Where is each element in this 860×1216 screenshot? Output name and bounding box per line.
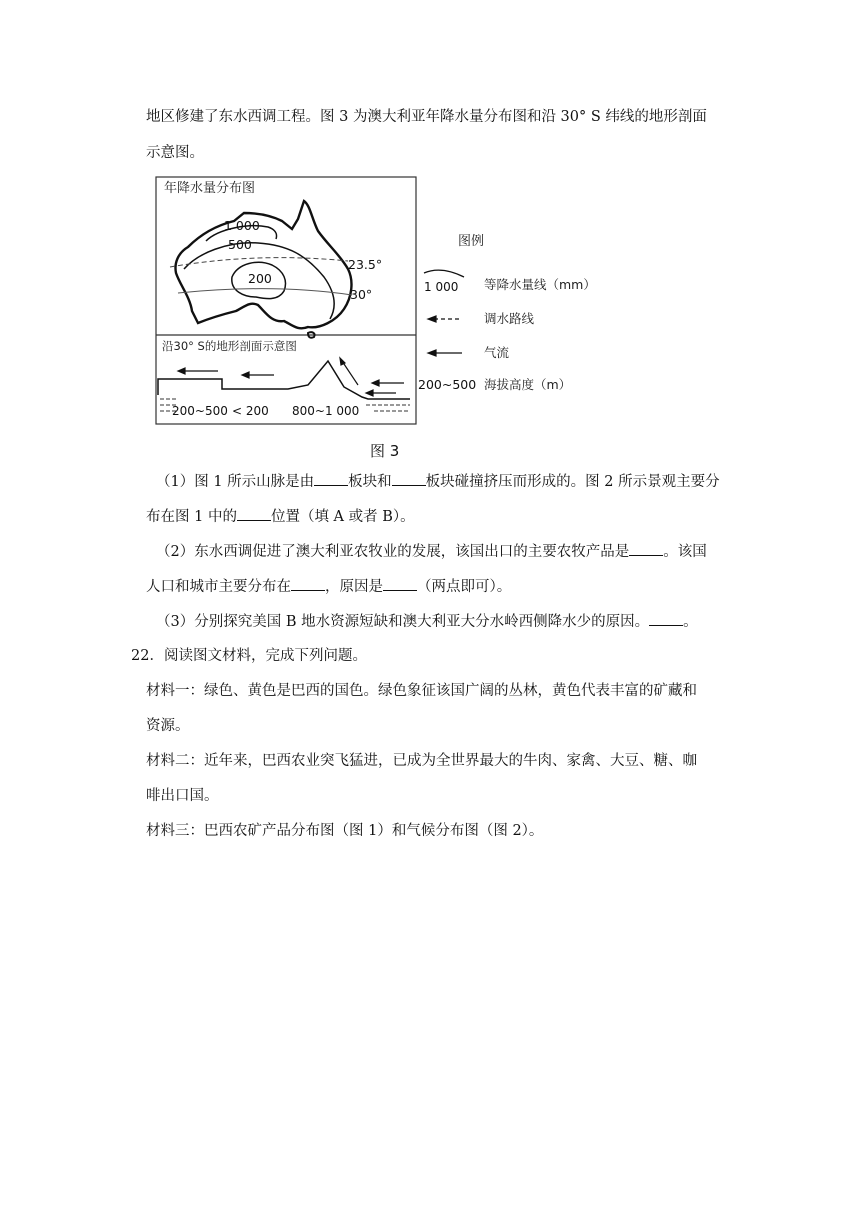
legend-altitude-value: 200~500 (418, 377, 477, 392)
figure-frame (156, 177, 416, 424)
profile-label-center: < 200 (232, 404, 269, 418)
profile-label-east: 800~1 000 (292, 404, 360, 418)
lat-label-23-5: 23.5° (348, 257, 383, 272)
legend-isoline-label: 等降水量线（mm） (484, 277, 596, 292)
legend-isoline-value: 1 000 (424, 280, 459, 294)
question-1-line-2: 布在图 1 中的 位置（填 A 或者 B）。 (146, 506, 415, 527)
lat-label-30: 30° (350, 287, 373, 302)
answer-blank[interactable] (629, 541, 663, 556)
answer-blank[interactable] (291, 576, 325, 591)
legend-route-sample (428, 316, 460, 322)
question-1-line-1: （1）图 1 所示山脉是由 板块和 板块碰撞挤压而形成的。图 2 所示景观主要分 (156, 471, 720, 492)
isoline-label-500: 500 (228, 237, 252, 252)
question-3: （3）分别探究美国 B 地水资源短缺和澳大利亚大分水岭西侧降水少的原因。 。 (156, 611, 698, 632)
legend-altitude-label: 海拔高度（m） (484, 377, 572, 392)
answer-blank[interactable] (383, 576, 417, 591)
legend-route-label: 调水路线 (484, 311, 535, 326)
isoline-label-200: 200 (248, 271, 272, 286)
map-title: 年降水量分布图 (164, 181, 256, 196)
question-2-line-1: （2）东水西调促进了澳大利亚农牧业的发展，该国出口的主要农牧产品是 。该国 (156, 541, 707, 562)
isoline-label-1000: 1 000 (224, 218, 260, 233)
question-22: 22．阅读图文材料，完成下列问题。 (131, 648, 367, 664)
figure-3 (148, 173, 626, 463)
australia-outline (176, 201, 352, 328)
material-2-line-1: 材料二：近年来，巴西农业突飞猛进，已成为全世界最大的牛肉、家禽、大豆、糖、咖 (146, 753, 697, 769)
answer-blank[interactable] (392, 471, 426, 486)
airflow-arrows (178, 358, 404, 396)
lat-30-line (178, 289, 352, 295)
figure-3-drawing (148, 173, 626, 463)
legend-isoline-sample (424, 270, 464, 277)
answer-blank[interactable] (649, 611, 683, 626)
material-1-line-1: 材料一：绿色、黄色是巴西的国色。绿色象征该国广阔的丛林，黄色代表丰富的矿藏和 (146, 683, 697, 699)
material-3: 材料三：巴西农矿产品分布图（图 1）和气候分布图（图 2）。 (146, 823, 544, 839)
material-1-line-2: 资源。 (146, 718, 190, 734)
legend-airflow-label: 气流 (484, 345, 510, 360)
intro-line-2: 示意图。 (146, 145, 204, 161)
profile-label-west: 200~500 (172, 404, 228, 418)
material-2-line-2: 啡出口国。 (146, 788, 219, 804)
legend-title: 图例 (458, 234, 485, 249)
question-2-line-2: 人口和城市主要分布在 ，原因是 （两点即可）。 (146, 576, 511, 597)
answer-blank[interactable] (237, 506, 271, 521)
answer-blank[interactable] (314, 471, 348, 486)
legend-airflow-sample (428, 350, 462, 356)
profile-title: 沿30° S的地形剖面示意图 (162, 339, 297, 353)
figure-caption: 图 3 (370, 442, 400, 460)
intro-line-1: 地区修建了东水西调工程。图 3 为澳大利亚年降水量分布图和沿 30° S 纬线的地形剖面 (146, 109, 707, 125)
